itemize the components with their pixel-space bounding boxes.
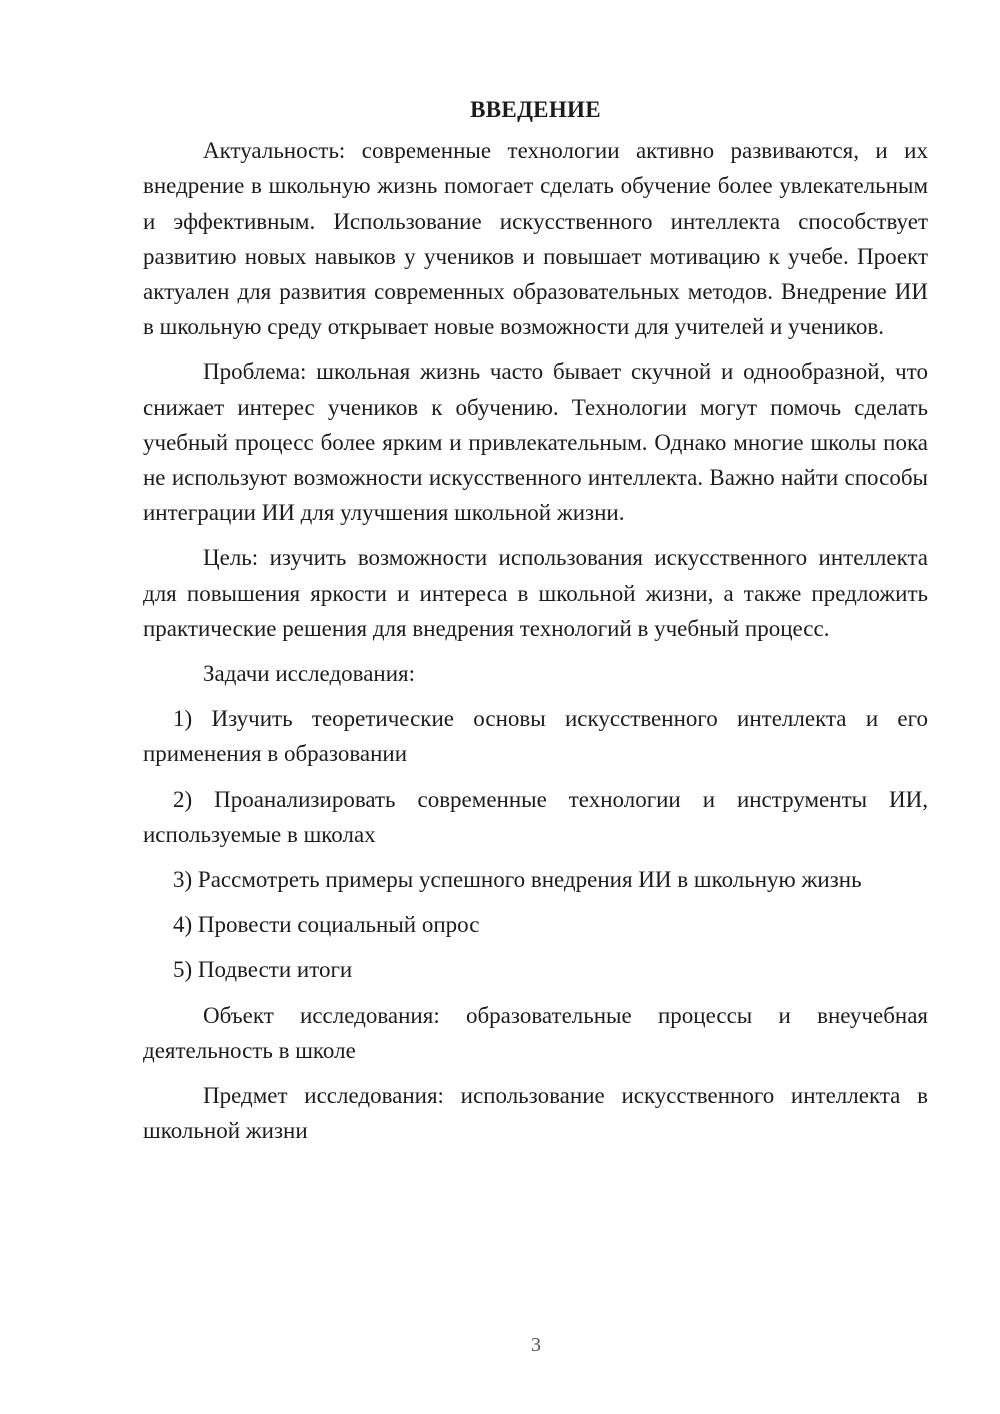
relevance-paragraph: Актуальность: современные технологии активно развиваются, и их внедрение в школьную жизнь помогает сделать обучение более увлекательным и эффективным. Использование искусственного интеллекта способствует развитию новых навыков у учеников и повышает мотивацию к учебе. Проект актуален для развития современных образовательных методов. Внедрение ИИ в школьную среду открывает новые возможности для учителей и учеников.	[143, 138, 928, 340]
task-item-3: 3) Рассмотреть примеры успешного внедрения ИИ в школьную жизнь	[173, 867, 862, 893]
goal-paragraph: Цель: изучить возможности использования искусственного интеллекта для повышения яркости и интереса в школьной жизни, а также предложить практические решения для внедрения технологий в учебный процесс.	[143, 545, 928, 641]
subject-paragraph: Предмет исследования: использование искусственного интеллекта в школьной жизни	[143, 1083, 928, 1144]
task-item-2: 2) Проанализировать современные технологии и инструменты ИИ, используемые в школах	[143, 786, 928, 847]
task-item-4: 4) Провести социальный опрос	[173, 912, 480, 938]
section-title: ВВЕДЕНИЕ	[470, 97, 601, 122]
problem-paragraph: Проблема: школьная жизнь часто бывает скучной и однообразной, что снижает интерес учеников к обучению. Технологии могут помочь сделать учебный процесс более ярким и привлекательным. Однако многие школы пока не используют возможности искусственного интеллекта. Важно найти способы интеграции ИИ для улучшения школьной жизни.	[143, 359, 928, 526]
object-paragraph: Объект исследования: образовательные процессы и внеучебная деятельность в школе	[143, 1002, 928, 1063]
task-item-1: 1) Изучить теоретические основы искусственного интеллекта и его применения в образовании	[143, 706, 928, 767]
document-page	[143, 92, 928, 1158]
page-number: 3	[531, 1334, 541, 1356]
tasks-heading: Задачи исследования:	[203, 661, 416, 687]
task-item-5: 5) Подвести итоги	[173, 957, 353, 983]
